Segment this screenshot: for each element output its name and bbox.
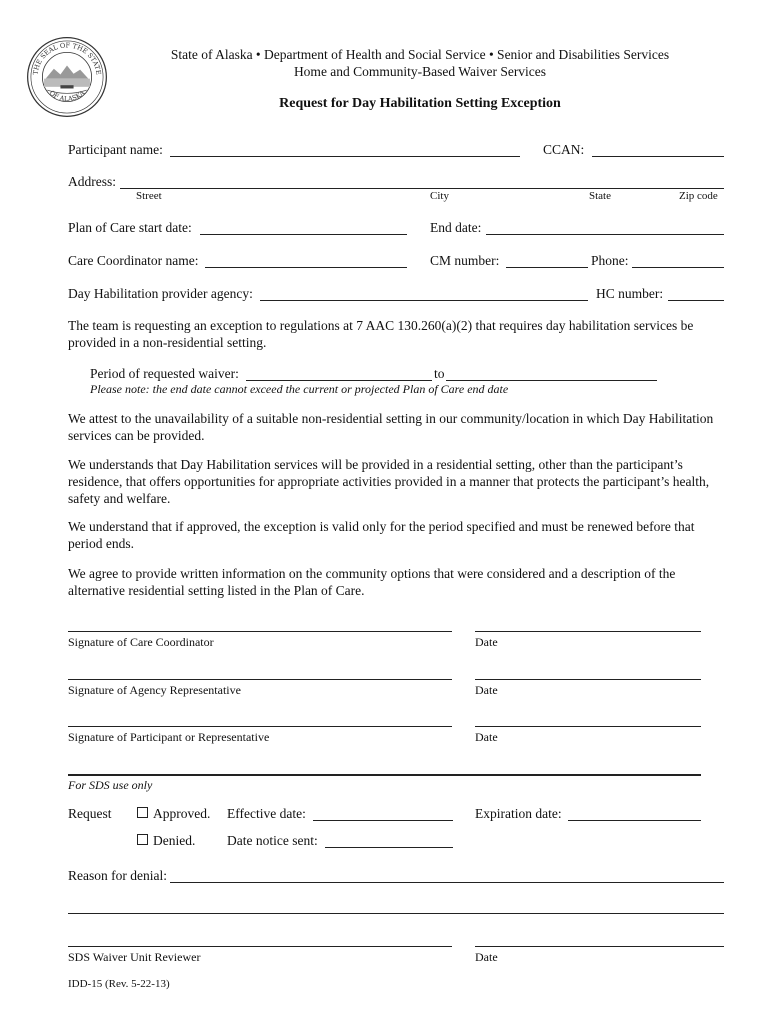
city-caption: City [430, 190, 449, 202]
request-paragraph: The team is requesting an exception to regulations at 7 AAC 130.260(a)(2) that requires day habilitation services be provided in a non-residential setting. [68, 318, 694, 350]
address-label: Address: [68, 174, 116, 189]
date-notice-label: Date notice sent: [227, 833, 318, 848]
participant-name-field[interactable] [170, 156, 520, 157]
approved-checkbox[interactable] [137, 807, 148, 818]
phone-field[interactable] [632, 267, 724, 268]
form-title: Request for Day Habilitation Setting Exception [279, 96, 561, 111]
participant-name-label: Participant name: [68, 142, 163, 157]
denied-checkbox[interactable] [137, 834, 148, 845]
plan-start-field[interactable] [200, 234, 407, 235]
hc-number-field[interactable] [668, 300, 724, 301]
ccan-field[interactable] [592, 156, 724, 157]
end-date-field[interactable] [486, 234, 724, 235]
care-coordinator-signature-field[interactable] [68, 631, 452, 632]
participant-signature-field[interactable] [68, 726, 452, 727]
approved-option[interactable] [137, 806, 210, 822]
agency-rep-date-label: Date [475, 683, 498, 697]
sds-divider [68, 774, 701, 776]
plan-start-label: Plan of Care start date: [68, 220, 192, 235]
care-coordinator-label: Care Coordinator name: [68, 253, 199, 268]
ccan-label: CCAN: [543, 142, 585, 157]
period-start-field[interactable] [246, 380, 432, 381]
provider-agency-field[interactable] [260, 300, 588, 301]
approved-label: Approved. [153, 806, 211, 821]
care-coordinator-date-field[interactable] [475, 631, 701, 632]
seal-ring-text-top: THE SEAL OF THE STATE [31, 41, 103, 76]
cm-number-field[interactable] [506, 267, 588, 268]
request-label: Request [68, 806, 112, 821]
agency-rep-signature-label: Signature of Agency Representative [68, 683, 241, 697]
end-date-label: End date: [430, 220, 482, 235]
seal-ring-text-bottom: OF ALASKA [47, 88, 87, 104]
header-line-1: State of Alaska • Department of Health and Social Service • Senior and Disabilities Services [170, 47, 670, 62]
reason-for-denial-field-2[interactable] [68, 913, 724, 914]
agency-rep-signature-field[interactable] [68, 679, 452, 680]
form-id: IDD-15 (Rev. 5-22-13) [68, 978, 170, 990]
reviewer-label: SDS Waiver Unit Reviewer [68, 950, 201, 964]
street-caption: Street [136, 190, 162, 202]
state-caption: State [589, 190, 611, 202]
hc-number-label: HC number: [596, 286, 664, 301]
valid-period-paragraph: We understand that if approved, the exception is valid only for the period specified and must be renewed before that period ends. [68, 519, 695, 551]
denied-label: Denied. [153, 833, 196, 848]
reviewer-signature-field[interactable] [68, 946, 452, 947]
reason-for-denial-label: Reason for denial: [68, 868, 167, 883]
reviewer-date-field[interactable] [475, 946, 724, 947]
reason-for-denial-field[interactable] [170, 882, 724, 883]
understand-residential-paragraph: We understands that Day Habilitation services will be provided in a residential setting, other than the participant’s residence, that offers opportunities for appropriate activities provided in a manner that protects the participant’s health, safety and welfare. [68, 457, 710, 506]
cm-number-label: CM number: [430, 253, 500, 268]
date-notice-field[interactable] [325, 847, 453, 848]
address-field[interactable] [120, 188, 724, 189]
effective-date-label: Effective date: [227, 806, 306, 821]
period-end-field[interactable] [446, 380, 657, 381]
provider-agency-label: Day Habilitation provider agency: [68, 286, 253, 301]
phone-label: Phone: [591, 253, 629, 268]
care-coordinator-date-label: Date [475, 635, 498, 649]
reviewer-date-label: Date [475, 950, 498, 964]
period-to-label: to [434, 366, 445, 381]
denied-option[interactable] [137, 833, 195, 849]
sds-heading: For SDS use only [68, 778, 153, 792]
expiration-date-field[interactable] [568, 820, 701, 821]
care-coordinator-signature-label: Signature of Care Coordinator [68, 635, 214, 649]
participant-date-field[interactable] [475, 726, 701, 727]
zip-caption: Zip code [679, 190, 718, 202]
care-coordinator-field[interactable] [205, 267, 407, 268]
participant-date-label: Date [475, 730, 498, 744]
period-label: Period of requested waiver: [90, 366, 239, 381]
alaska-state-seal [26, 36, 108, 118]
svg-text:OF ALASKA [48, 89, 87, 103]
expiration-date-label: Expiration date: [475, 806, 562, 821]
agree-paragraph: We agree to provide written information on the community options that were considered and a description of the alternative residential setting listed in the Plan of Care. [68, 566, 676, 598]
effective-date-field[interactable] [313, 820, 453, 821]
header-line-2: Home and Community-Based Waiver Services [293, 64, 547, 79]
period-note: Please note: the end date cannot exceed the current or projected Plan of Care end date [90, 382, 509, 396]
agency-rep-date-field[interactable] [475, 679, 701, 680]
attest-paragraph: We attest to the unavailability of a suitable non-residential setting in our community/location in which Day Habilitation services can be provided. [68, 411, 714, 443]
participant-signature-label: Signature of Participant or Representative [68, 730, 270, 744]
